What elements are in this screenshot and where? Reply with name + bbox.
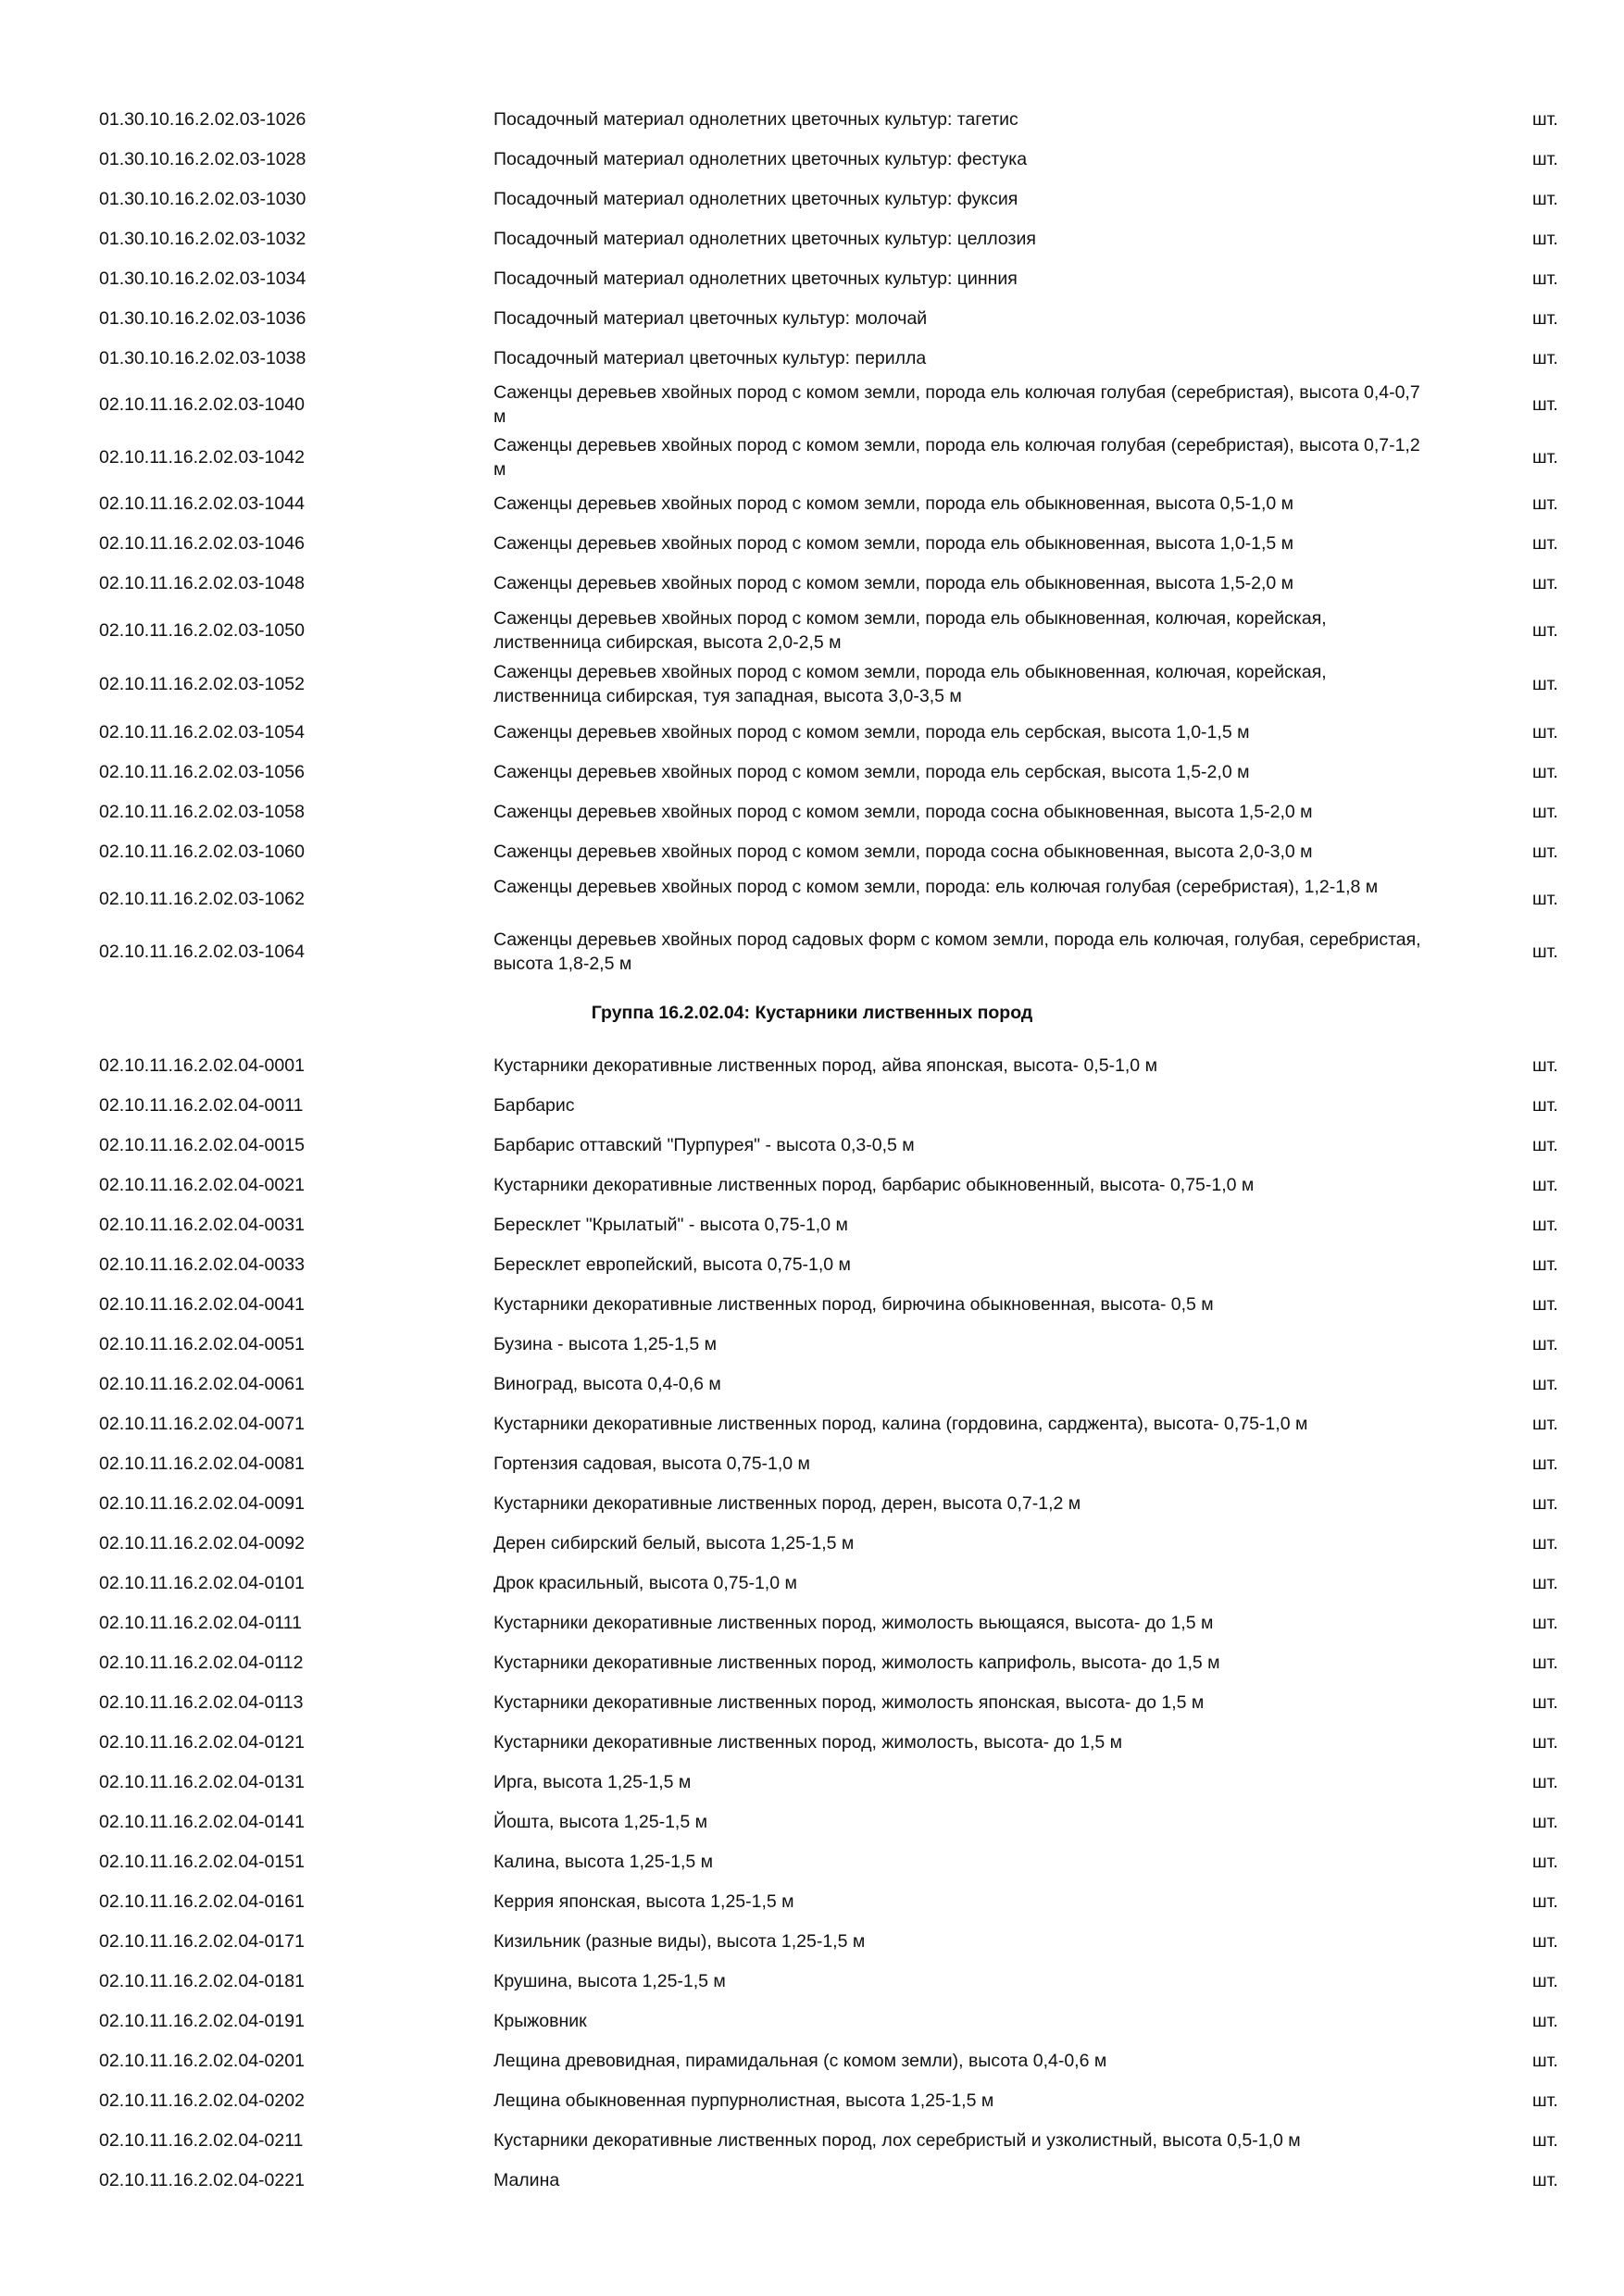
- row-unit: шт.: [1532, 762, 1558, 782]
- row-description: Саженцы деревьев хвойных пород с комом земли, порода сосна обыкновенная, высота 1,5-2,0 м: [493, 802, 1313, 822]
- row-unit: шт.: [1532, 1334, 1558, 1354]
- row-unit: шт.: [1532, 493, 1558, 514]
- row-unit: шт.: [1532, 1573, 1558, 1593]
- row-unit: шт.: [1532, 1732, 1558, 1753]
- row-unit: шт.: [1532, 2090, 1558, 2111]
- row-code: 01.30.10.16.2.02.03-1028: [99, 149, 306, 169]
- row-unit: шт.: [1532, 1971, 1558, 1991]
- row-unit: шт.: [1532, 802, 1558, 822]
- row-description: Виноград, высота 0,4-0,6 м: [493, 1374, 721, 1394]
- row-code: 01.30.10.16.2.02.03-1032: [99, 229, 306, 249]
- row-description: Кустарники декоративные лиственных пород, барбарис обыкновенный, высота- 0,75-1,0 м: [493, 1175, 1255, 1195]
- row-description: Саженцы деревьев хвойных пород с комом земли, порода ель колючая голубая (серебристая), высота 0,7-1,2 м: [493, 435, 1420, 480]
- row-description: Бузина - высота 1,25-1,5 м: [493, 1334, 718, 1354]
- row-code: 02.10.11.16.2.02.04-0015: [99, 1135, 305, 1155]
- row-description: Гортензия садовая, высота 0,75-1,0 м: [493, 1454, 810, 1474]
- row-code: 02.10.11.16.2.02.04-0221: [99, 2170, 305, 2190]
- row-code: 02.10.11.16.2.02.03-1040: [99, 394, 305, 415]
- row-code: 02.10.11.16.2.02.04-0181: [99, 1971, 305, 1991]
- row-code: 02.10.11.16.2.02.04-0131: [99, 1772, 305, 1792]
- row-unit: шт.: [1532, 2051, 1558, 2071]
- row-description: Ирга, высота 1,25-1,5 м: [493, 1772, 692, 1792]
- row-code: 02.10.11.16.2.02.04-0031: [99, 1215, 305, 1235]
- row-description: Саженцы деревьев хвойных пород с комом земли, порода сосна обыкновенная, высота 2,0-3,0 м: [493, 842, 1313, 862]
- row-unit: шт.: [1532, 1374, 1558, 1394]
- row-unit: шт.: [1532, 1135, 1558, 1155]
- row-code: 01.30.10.16.2.02.03-1038: [99, 348, 306, 368]
- row-description: Посадочный материал однолетних цветочных культур: целлозия: [493, 229, 1036, 249]
- row-description: Саженцы деревьев хвойных пород с комом земли, порода ель обыкновенная, высота 1,0-1,5 м: [493, 533, 1294, 554]
- row-unit: шт.: [1532, 722, 1558, 742]
- row-description: Кустарники декоративные лиственных пород, жимолость каприфоль, высота- до 1,5 м: [493, 1653, 1220, 1673]
- row-description: Саженцы деревьев хвойных пород с комом земли, порода: ель колючая голубая (серебристая), 1,2-1,8 м: [493, 877, 1379, 897]
- row-unit: шт.: [1532, 842, 1558, 862]
- row-description: Дерен сибирский белый, высота 1,25-1,5 м: [493, 1533, 855, 1554]
- row-unit: шт.: [1532, 2011, 1558, 2031]
- row-unit: шт.: [1532, 1931, 1558, 1952]
- row-description: Малина: [493, 2170, 560, 2190]
- row-code: 02.10.11.16.2.02.03-1060: [99, 842, 305, 862]
- row-code: 02.10.11.16.2.02.03-1056: [99, 762, 305, 782]
- row-code: 01.30.10.16.2.02.03-1026: [99, 109, 306, 130]
- row-unit: шт.: [1532, 1812, 1558, 1832]
- row-unit: шт.: [1532, 149, 1558, 169]
- row-description: Керрия японская, высота 1,25-1,5 м: [493, 1891, 794, 1912]
- row-unit: шт.: [1532, 1254, 1558, 1275]
- row-unit: шт.: [1532, 573, 1558, 593]
- row-code: 02.10.11.16.2.02.04-0092: [99, 1533, 305, 1554]
- row-code: 01.30.10.16.2.02.03-1030: [99, 189, 306, 209]
- row-description: Саженцы деревьев хвойных пород с комом земли, порода ель обыкновенная, колючая, корейская, лиственница сибирская, высота 2,0-2,5 м: [493, 608, 1327, 653]
- row-description: Кустарники декоративные лиственных пород, лох серебристый и узколистный, высота 0,5-1,0 м: [493, 2130, 1301, 2151]
- row-unit: шт.: [1532, 1692, 1558, 1713]
- row-description: Саженцы деревьев хвойных пород с комом земли, порода ель колючая голубая (серебристая), высота 0,4-0,7 м: [493, 382, 1420, 427]
- row-description: Калина, высота 1,25-1,5 м: [493, 1852, 714, 1872]
- row-unit: шт.: [1532, 889, 1558, 909]
- row-code: 02.10.11.16.2.02.04-0033: [99, 1254, 305, 1275]
- row-unit: шт.: [1532, 2170, 1558, 2190]
- row-unit: шт.: [1532, 348, 1558, 368]
- row-unit: шт.: [1532, 308, 1558, 329]
- row-description: Йошта, высота 1,25-1,5 м: [493, 1812, 708, 1832]
- row-description: Крыжовник: [493, 2011, 587, 2031]
- row-description: Посадочный материал цветочных культур: перилла: [493, 348, 927, 368]
- row-description: Кизильник (разные виды), высота 1,25-1,5 м: [493, 1931, 866, 1952]
- row-code: 02.10.11.16.2.02.03-1042: [99, 447, 305, 468]
- row-description: Саженцы деревьев хвойных пород с комом земли, порода ель обыкновенная, высота 1,5-2,0 м: [493, 573, 1294, 593]
- row-description: Дрок красильный, высота 0,75-1,0 м: [493, 1573, 797, 1593]
- row-code: 02.10.11.16.2.02.04-0061: [99, 1374, 305, 1394]
- row-code: 02.10.11.16.2.02.04-0001: [99, 1055, 305, 1076]
- row-code: 02.10.11.16.2.02.04-0151: [99, 1852, 305, 1872]
- row-description: Крушина, высота 1,25-1,5 м: [493, 1971, 726, 1991]
- row-code: 02.10.11.16.2.02.03-1046: [99, 533, 305, 554]
- row-code: 02.10.11.16.2.02.04-0041: [99, 1294, 305, 1315]
- row-code: 02.10.11.16.2.02.04-0111: [99, 1613, 303, 1633]
- row-description: Барбарис оттавский "Пурпурея" - высота 0,3-0,5 м: [493, 1135, 915, 1155]
- row-description: Саженцы деревьев хвойных пород с комом земли, порода ель обыкновенная, колючая, корейская, лиственница сибирская, туя западная, высота 3,0-3,5 м: [493, 662, 1327, 706]
- row-unit: шт.: [1532, 1095, 1558, 1116]
- row-description: Кустарники декоративные лиственных пород, жимолость вьющаяся, высота- до 1,5 м: [493, 1613, 1214, 1633]
- row-unit: шт.: [1532, 189, 1558, 209]
- row-code: 02.10.11.16.2.02.04-0112: [99, 1653, 304, 1673]
- row-description: Кустарники декоративные лиственных пород, калина (гордовина, сарджента), высота- 0,75-1,0 м: [493, 1414, 1308, 1434]
- row-code: 02.10.11.16.2.02.04-0021: [99, 1175, 305, 1195]
- row-description: Кустарники декоративные лиственных пород, дерен, высота 0,7-1,2 м: [493, 1493, 1081, 1514]
- row-unit: шт.: [1532, 1454, 1558, 1474]
- row-unit: шт.: [1532, 447, 1558, 468]
- row-description: Лещина древовидная, пирамидальная (с комом земли), высота 0,4-0,6 м: [493, 2051, 1107, 2071]
- row-description: Саженцы деревьев хвойных пород с комом земли, порода ель сербская, высота 1,5-2,0 м: [493, 762, 1250, 782]
- row-unit: шт.: [1532, 1613, 1558, 1633]
- row-code: 02.10.11.16.2.02.04-0081: [99, 1454, 305, 1474]
- row-code: 02.10.11.16.2.02.03-1048: [99, 573, 305, 593]
- row-code: 02.10.11.16.2.02.04-0191: [99, 2011, 305, 2031]
- row-description: Кустарники декоративные лиственных пород, айва японская, высота- 0,5-1,0 м: [493, 1055, 1157, 1076]
- row-code: 02.10.11.16.2.02.03-1062: [99, 889, 305, 909]
- row-unit: шт.: [1532, 268, 1558, 289]
- row-unit: шт.: [1532, 620, 1558, 641]
- row-code: 02.10.11.16.2.02.04-0101: [99, 1573, 305, 1593]
- row-unit: шт.: [1532, 674, 1558, 694]
- row-unit: шт.: [1532, 229, 1558, 249]
- row-code: 02.10.11.16.2.02.04-0202: [99, 2090, 305, 2111]
- row-description: Кустарники декоративные лиственных пород, бирючина обыкновенная, высота- 0,5 м: [493, 1294, 1214, 1315]
- row-unit: шт.: [1532, 1653, 1558, 1673]
- row-code: 02.10.11.16.2.02.04-0091: [99, 1493, 305, 1514]
- row-code: 02.10.11.16.2.02.03-1054: [99, 722, 305, 742]
- row-description: Саженцы деревьев хвойных пород садовых форм с комом земли, порода ель колючая, голубая, серебристая, высота 1,8-2,5 м: [493, 930, 1421, 974]
- row-code: 02.10.11.16.2.02.04-0051: [99, 1334, 305, 1354]
- row-code: 02.10.11.16.2.02.04-0113: [99, 1692, 304, 1713]
- row-code: 01.30.10.16.2.02.03-1036: [99, 308, 306, 329]
- row-code: 02.10.11.16.2.02.03-1064: [99, 942, 305, 962]
- row-code: 02.10.11.16.2.02.04-0071: [99, 1414, 305, 1434]
- row-unit: шт.: [1532, 1414, 1558, 1434]
- row-unit: шт.: [1532, 533, 1558, 554]
- row-description: Посадочный материал однолетних цветочных культур: цинния: [493, 268, 1018, 289]
- row-code: 02.10.11.16.2.02.03-1052: [99, 674, 305, 694]
- row-description: Бересклет "Крылатый" - высота 0,75-1,0 м: [493, 1215, 848, 1235]
- row-unit: шт.: [1532, 1175, 1558, 1195]
- row-unit: шт.: [1532, 1055, 1558, 1076]
- row-code: 02.10.11.16.2.02.04-0171: [99, 1931, 305, 1952]
- group-heading: Группа 16.2.02.04: Кустарники лиственных пород: [591, 1003, 1033, 1023]
- row-description: Посадочный материал цветочных культур: молочай: [493, 308, 928, 329]
- row-description: Посадочный материал однолетних цветочных культур: фуксия: [493, 189, 1018, 209]
- row-unit: шт.: [1532, 942, 1558, 962]
- row-description: Кустарники декоративные лиственных пород, жимолость японская, высота- до 1,5 м: [493, 1692, 1205, 1713]
- row-unit: шт.: [1532, 2130, 1558, 2151]
- row-code: 01.30.10.16.2.02.03-1034: [99, 268, 306, 289]
- row-unit: шт.: [1532, 1493, 1558, 1514]
- row-code: 02.10.11.16.2.02.04-0161: [99, 1891, 305, 1912]
- row-code: 02.10.11.16.2.02.04-0201: [99, 2051, 305, 2071]
- row-description: Посадочный материал однолетних цветочных культур: тагетис: [493, 109, 1018, 130]
- row-unit: шт.: [1532, 1772, 1558, 1792]
- row-unit: шт.: [1532, 1891, 1558, 1912]
- row-unit: шт.: [1532, 109, 1558, 130]
- row-unit: шт.: [1532, 1533, 1558, 1554]
- row-description: Саженцы деревьев хвойных пород с комом земли, порода ель сербская, высота 1,0-1,5 м: [493, 722, 1250, 742]
- row-code: 02.10.11.16.2.02.03-1044: [99, 493, 305, 514]
- row-unit: шт.: [1532, 394, 1558, 415]
- row-code: 02.10.11.16.2.02.04-0121: [99, 1732, 305, 1753]
- row-code: 02.10.11.16.2.02.04-0211: [99, 2130, 304, 2151]
- row-unit: шт.: [1532, 1852, 1558, 1872]
- row-description: Саженцы деревьев хвойных пород с комом земли, порода ель обыкновенная, высота 0,5-1,0 м: [493, 493, 1294, 514]
- row-description: Кустарники декоративные лиственных пород, жимолость, высота- до 1,5 м: [493, 1732, 1123, 1753]
- row-code: 02.10.11.16.2.02.04-0141: [99, 1812, 305, 1832]
- row-description: Барбарис: [493, 1095, 575, 1116]
- row-description: Посадочный материал однолетних цветочных культур: фестука: [493, 149, 1028, 169]
- row-code: 02.10.11.16.2.02.03-1050: [99, 620, 305, 641]
- row-unit: шт.: [1532, 1215, 1558, 1235]
- row-description: Лещина обыкновенная пурпурнолистная, высота 1,25-1,5 м: [493, 2090, 994, 2111]
- row-code: 02.10.11.16.2.02.04-0011: [99, 1095, 304, 1116]
- row-description: Бересклет европейский, высота 0,75-1,0 м: [493, 1254, 851, 1275]
- row-unit: шт.: [1532, 1294, 1558, 1315]
- row-code: 02.10.11.16.2.02.03-1058: [99, 802, 305, 822]
